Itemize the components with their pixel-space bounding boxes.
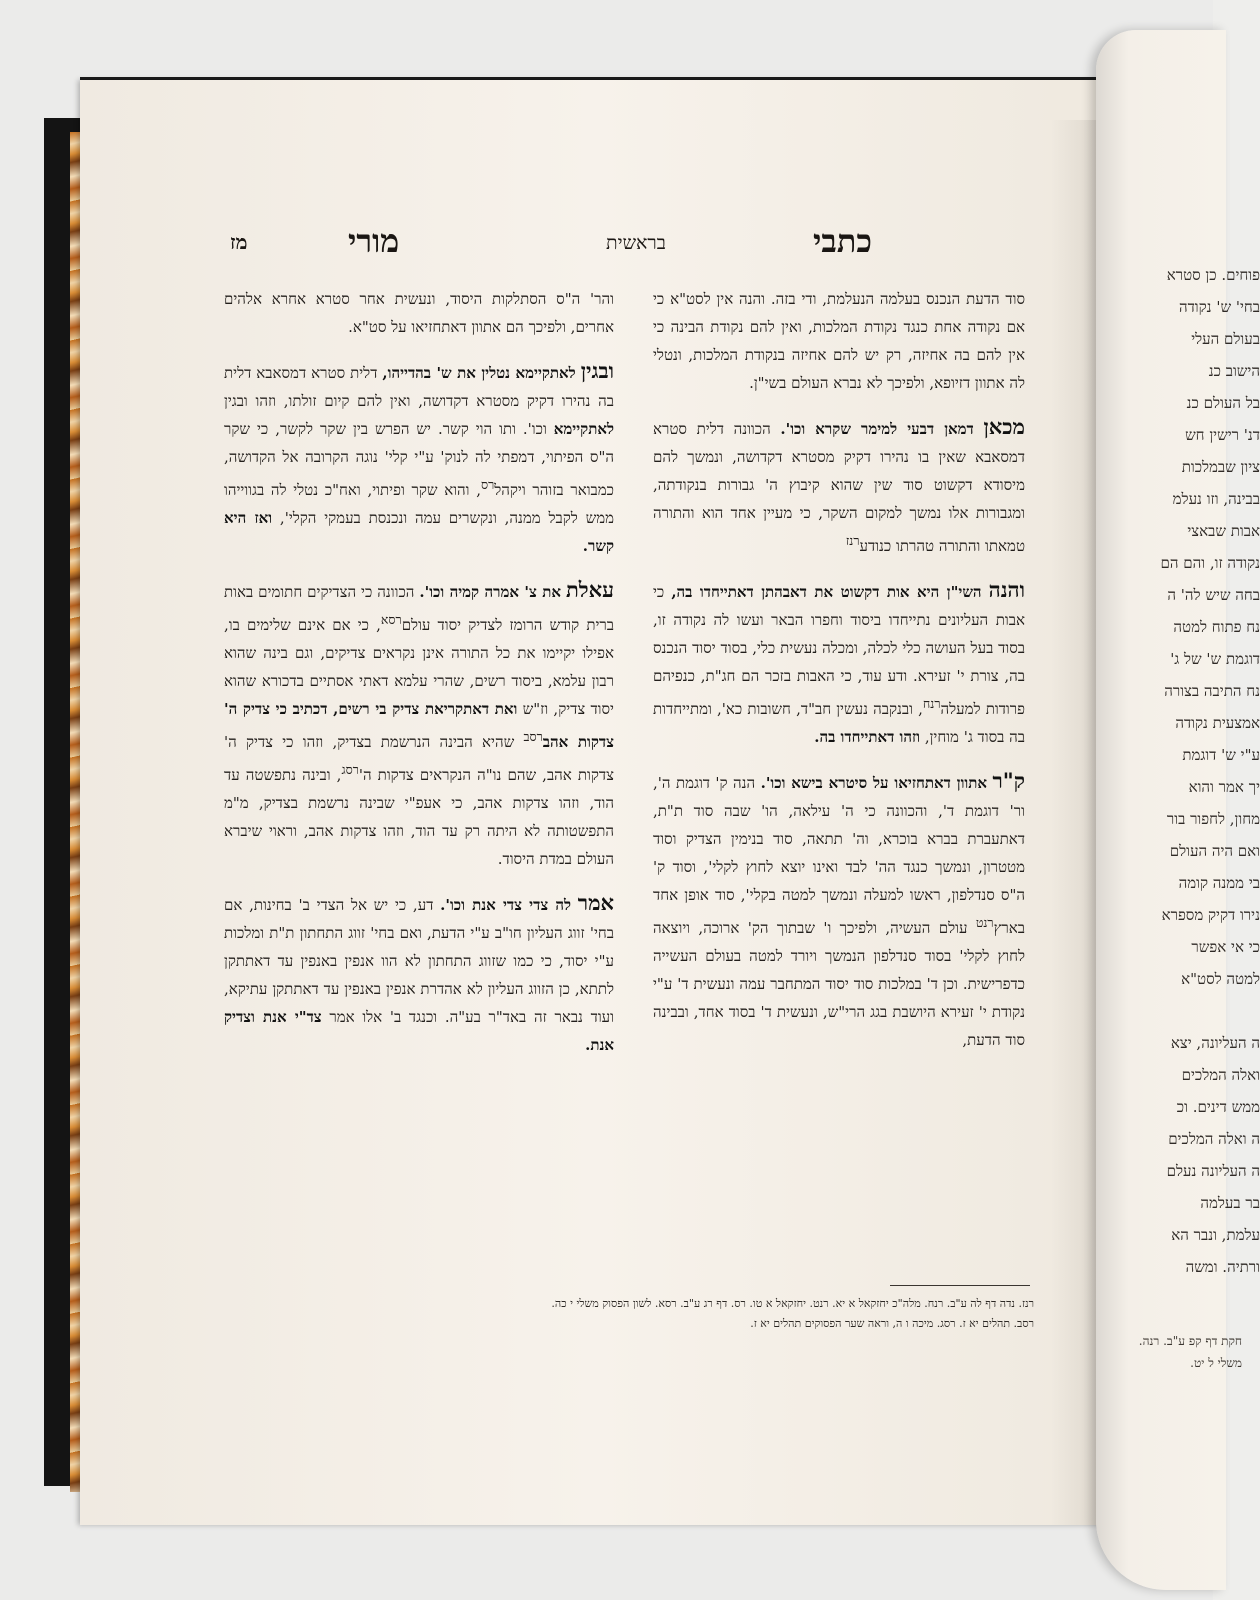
next-page-line: בעולם העלי — [1191, 330, 1260, 348]
next-page-line: יך אמר והוא — [1188, 778, 1260, 796]
next-page-line: ה ואלה המלכים — [1168, 1130, 1260, 1148]
next-page-line: ציון שבמלכות — [1181, 458, 1260, 476]
next-page-text — [1120, 260, 1260, 1284]
next-page-line: אמצעית נקודה — [1175, 714, 1260, 732]
footnote-ref: רס — [480, 477, 495, 492]
lemma: דמאן דבעי למימר שקרא וכו'. — [780, 420, 974, 438]
footnotes — [224, 1294, 1034, 1334]
next-page-line: נירו דקיק מספרא — [1161, 906, 1260, 924]
closing-phrase: וזהו דאתייחדו בה. — [814, 728, 921, 746]
paragraph-text: וכו'. ותו הוי קשר. יש הפרש בין שקר לקשר, כי שקר ה"ס הפיתוי, דמפתי לה לנוק' ע"י קלי' נוגה הקרובה אל הקדושה, כמבואר בזוהר ויקהל — [224, 420, 614, 499]
next-page-line — [1120, 996, 1260, 1028]
next-page-line: ורתיה. ומשה — [1185, 1258, 1260, 1276]
bold-word: לאתקיימא — [553, 420, 614, 438]
footnote-ref: רסא — [380, 612, 402, 627]
footnote-line: רנז. נדה דף לה ע"ב. רנח. מלה"כ יחזקאל א יא. רנט. יחזקאל א טו. רס. דף רג ע"ב. רסא. לשון הפסוק משלי י כה. — [551, 1297, 1034, 1310]
next-page-line: ה העליונה נעלם — [1166, 1162, 1260, 1180]
footnote-ref: רנח — [922, 696, 941, 711]
page-number: מז — [230, 230, 248, 254]
paragraph-text: , ובנקבה נעשין חב"ד, חשובות כא', ומתייחדות בה בסוד ג' מוחין, — [653, 700, 1025, 746]
footnote-separator — [890, 1285, 1030, 1286]
paragraph-text: , כי אם אינם שלימים בו, אפילו יקיימו את כל התורה אינן נקראים צדיקים, וגם בינה שהוא רבון עלמא, ביסוד רשים, שהרי עלמא דאתי אסתיים בדכורא שהוא יסוד צדיק, וז"ש — [224, 616, 614, 718]
next-page-line: בר בעלמה — [1200, 1194, 1260, 1212]
next-page-line: הישוב כנ — [1208, 362, 1260, 380]
quoted-phrase: ואת דאתקריאת צדיק בי רשים, דכתיב כי צדיק ה' צדקות אהב — [224, 700, 614, 751]
dibur-hamatchil: ק"ר — [992, 768, 1025, 793]
dibur-hamatchil: ובגין — [580, 358, 614, 383]
next-page-line: ממש דינים. וכ — [1176, 1098, 1260, 1116]
running-head-book-title: כתבי — [813, 222, 872, 260]
paragraph — [653, 576, 1025, 751]
next-page-line: בבינה, וזו נעלמ — [1172, 490, 1260, 508]
next-page-line: דוגמת ש' של ג' — [1170, 650, 1260, 668]
paragraph-text: עולם העשיה, ולפיכך ו' שבתוך הק' ארוכה, ויוצאה לחוץ לקלי' בסוד סנדלפון הנמשך ויורד למטה בעולם העשייה כדפרישית. וכן ד' במלכות סוד יסוד המתחבר עמה ונעשית ד' ע"י נקודת י' זעירא היושבת בגג הרי"ש, ונעשית ד' בסוד אחד, ובבינה סוד הדעת, — [653, 919, 1025, 1049]
paragraph-text: הנה ק' דוגמת ה', ור' דוגמת ד', והכוונה כי ה' עילאה, הו' שבה סוד ת"ת, דאתעברת בברא בוכרא, וה' תתאה, סוד בנימין הצדיק וסוד מטטרון, ונמשך כנגד הה' לבד ואינו יוצא לחוץ לקלי', וסוד ק' ה"ס סנדלפון, ראשו למעלה ונמשך למטה בקלי', סוד אופן אחד בארץ — [653, 774, 1025, 937]
next-page-line: נקודה זו, והם הם — [1160, 554, 1260, 572]
lemma: השי"ן היא אות דקשוט את דאבהתן דאתייחדו בה, — [671, 583, 982, 601]
next-page-line: למטה לסט"א — [1181, 970, 1260, 988]
paragraph-text: הכוונה כי הצדיקים חתומים באות ברית קודש הרומז לצדיק יסוד עולם — [224, 583, 614, 634]
footnote-ref: רסב — [523, 729, 543, 744]
next-page-line: בי ממנה קומה — [1178, 874, 1260, 892]
next-page-line: מחון, לחפור בור — [1166, 810, 1260, 828]
next-page-line: בחי' ש' נקודה — [1178, 298, 1260, 316]
next-page-line: ע"י ש' דוגמת — [1182, 746, 1260, 764]
next-page-line: דנ' רישין חש — [1185, 426, 1260, 444]
quoted-phrase: צד"י אנת וצדיק אנת. — [224, 1008, 614, 1054]
next-page-footnote: חקת דף קפ ע"ב. רנה. משלי ל יט. — [1138, 1334, 1242, 1370]
next-page-line: פוחים. כן סטרא — [1166, 266, 1260, 284]
next-page-line: נח התיבה בצורה — [1164, 682, 1260, 700]
paragraph-text: דלית סטרא דמסאבא דלית בה נהירו דקיק מסטרא דקדושה, ואין להם קיום זולתו, וזהו ובגין — [224, 364, 614, 410]
lemma: את צ' אמרה קמיה וכו'. — [419, 583, 562, 601]
dibur-hamatchil: אמר — [577, 890, 614, 915]
paragraph-text: סוד הדעת הנכנס בעלמה הנעלמת, ודי בזה. והנה אין לסט"א כי אם נקודה אחת כנגד נקודת המלכות, ואין להם נקודת הבינה כי אין להם בה אחיזה, רק יש להם אחיזה בנקודת המלכות, ונטלי לה אתוון דזיופא, ולפיכך לא נברא העולם בשי"ן. — [653, 290, 1025, 392]
footnote-line: רסב. תהלים יא ז. רסג. מיכה ו ה, וראה שער הפסוקים תהלים יא ז. — [750, 1317, 1034, 1330]
paragraph — [224, 285, 614, 341]
paragraph — [224, 576, 614, 873]
dibur-hamatchil: והנה — [988, 577, 1025, 602]
paragraph — [224, 889, 614, 1059]
paragraph-text: , והוא שקר ופיתוי, ואח"כ נטלי לה בגווייהו ממש לקבל ממנה, ונקשרים עמה ונכנסת בעמקי הקלי', — [224, 481, 614, 527]
next-page-curl — [1096, 30, 1260, 1590]
next-page-line: עלמת, ונבר הא — [1171, 1226, 1260, 1244]
next-page-line: אבות שבאצי — [1187, 522, 1260, 540]
lemma: לאתקיימא נטלין את ש' בהדייהו, — [382, 364, 576, 382]
next-page-line: בחה שיש לה' ה — [1167, 586, 1260, 604]
left-text-column — [224, 285, 614, 1075]
next-page-line: נח פתוח למטה — [1173, 618, 1260, 636]
paragraph-text: כי אבות העליונים נתייחדו ביסוד וחפרו הבאר ועשו לה נקודה זו, בסוד בעל העושה כלי לכלה, ומכלה נעשית כלי, בסוד יסוד הנכנס בה, צורת י' זעירא. ודע עוד, כי האבות בזכר הם חג"ת, כנפיהם פרודות למעלה — [653, 583, 1025, 718]
footnote-ref: רנט — [975, 915, 994, 930]
next-page-line: בל העולם כנ — [1186, 394, 1260, 412]
paragraph-text: דע, כי יש אל הצדי ב' בחינות, אם בחי' זווג העליון חו"ב ע"י הדעת, ואם בחי' זווג התחתון ת"ת ומלכות ע"י יסוד, כי כמו שזווג התחתון לא הוו אנפין באנפין עד דאתתקן לתתא, כן הזווג העליון לא אהדרת אנפין באנפין עד דאתתקן עתיקא, ועוד נבאר זה באד"ר בע"ה. וכנגד ב' אלו אמר — [224, 896, 614, 1026]
next-page-line: ואם היה העולם — [1169, 842, 1260, 860]
running-head — [230, 222, 872, 266]
running-head-section: בראשית — [606, 232, 666, 254]
next-page-line: ה העליונה, יצא — [1170, 1034, 1260, 1052]
footnote-ref: רנז — [845, 533, 860, 548]
running-head-author: מורי — [348, 222, 400, 260]
paragraph-text: הכוונה דלית סטרא דמסאבא שאין בו נהירו דקיק מסטרא דקדושה, ונמשך להם מיסודא דקשוט סוד שין שהוא קיבוץ ה' גבורות בנקודתה, ומגבורות אלו נמשך למקום השקר, כי מעיין אחד הוא והתורה טמאתו והתורה טהרתו כנודע — [653, 420, 1025, 555]
dibur-hamatchil: עאלת — [565, 577, 614, 602]
paragraph-text: והר' ה"ס הסתלקות היסוד, ונעשית אחר סטרא אחרא אלהים אחרים, ולפיכך הם אתוון דאתחזיאו על סט"א. — [224, 290, 614, 336]
paragraph — [653, 413, 1025, 560]
lemma: אתוון דאתחזיאו על סיטרא בישא וכו'. — [760, 774, 988, 792]
right-text-column — [653, 285, 1025, 1070]
paragraph-text: , ובינה נתפשטה עד הוד, וזהו צדקות אהב, כי אעפ"י שבינה נרשמת בצדיק, מ"מ התפשטותה לא היתה רק עד הוד, וזהו צדקות אהב, וראוי שיברא העולם במדת היסוד. — [224, 766, 614, 868]
footnote-ref: רסג — [341, 762, 359, 777]
paragraph — [653, 767, 1025, 1054]
lemma: לה צדי צדי אנת וכו'. — [440, 896, 572, 914]
next-page-line: כי אי אפשר — [1191, 938, 1260, 956]
closing-phrase: ואז היא קשר. — [224, 509, 614, 555]
next-page-line: ואלה המלכים — [1181, 1066, 1260, 1084]
paragraph — [653, 285, 1025, 397]
paragraph-text: שהיא הבינה הנרשמת בצדיק, וזהו כי צדיק ה' צדקות אהב, שהם נו"ה הנקראים צדקות ה' — [224, 733, 614, 784]
dibur-hamatchil: מכאן — [983, 414, 1025, 439]
paragraph — [224, 357, 614, 560]
